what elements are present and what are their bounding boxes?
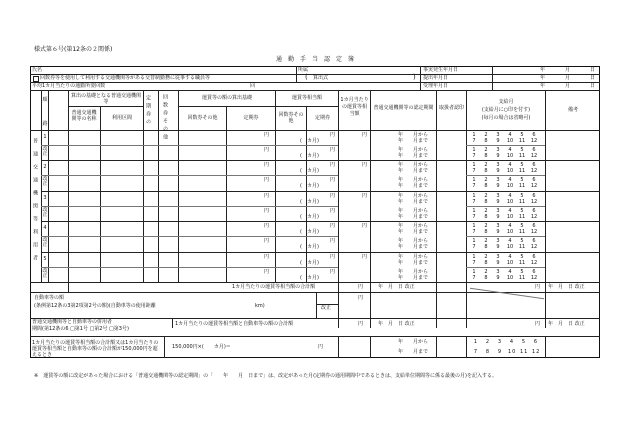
row-monthly-yen: 円	[362, 192, 368, 199]
month-cell[interactable]: 12	[530, 168, 538, 175]
month-cell[interactable]: 1	[472, 132, 476, 138]
row-yen-fixed: 円	[330, 192, 336, 199]
month-cell[interactable]: 6	[532, 253, 536, 260]
month-cell[interactable]: 10	[506, 274, 514, 281]
month-cell[interactable]: 1	[473, 339, 479, 345]
col-order: 順	[42, 97, 48, 103]
month-cell[interactable]: 9	[496, 259, 500, 266]
month-cell[interactable]: 2	[485, 339, 491, 345]
excess-from: 年 月から	[398, 339, 429, 345]
monthly-total-yen2: 円	[535, 284, 541, 290]
month-cell[interactable]: 5	[520, 132, 524, 138]
row-month-yen-b: ( カ月)	[300, 244, 319, 251]
shift-checkbox[interactable]	[33, 76, 39, 82]
monthly-total-yen: 円	[358, 284, 364, 290]
row-to-b: 年 月まで	[398, 183, 429, 190]
row-number: 5	[43, 255, 47, 262]
combined-date: 年 月 日 改正	[378, 321, 415, 327]
month-cell[interactable]: 7	[472, 213, 476, 220]
month-cell[interactable]: 7	[473, 349, 479, 355]
name-label: 氏名	[32, 67, 43, 73]
row-to-b: 年 月まで	[398, 153, 429, 159]
month-cell[interactable]: 12	[532, 349, 541, 355]
footnote: ※ 運賃等の額に改定があった場合における「普通交通機関等の認定期間」の「 年 月 日まで」は、改定があった月(定期券の通用期間中であるときは、支給単位期間等に係る最後の月)を記入する。	[34, 373, 498, 379]
month-cell[interactable]: 8	[484, 168, 488, 175]
month-cell[interactable]: 11	[518, 244, 526, 251]
month-cell[interactable]: 7	[472, 183, 476, 190]
month-cell[interactable]: 11	[518, 213, 526, 220]
month-cell[interactable]: 8	[484, 183, 488, 190]
month-cell[interactable]: 12	[530, 198, 538, 205]
col-monthly-equiv: 1カ月当たりの運賃等相当額	[340, 97, 369, 117]
month-cell[interactable]: 9	[496, 213, 500, 220]
month-cell[interactable]: 9	[497, 349, 503, 355]
month-cell[interactable]: 10	[506, 198, 514, 205]
row-yen-b: 円	[264, 268, 270, 275]
shift-worker-label: 回数券等を使用して利用する交通機関等がある交替制勤務に従事する職員等	[40, 75, 211, 81]
combined-yen: 円	[358, 321, 364, 327]
month-cell[interactable]: 8	[484, 259, 488, 266]
month-cell[interactable]: 11	[518, 229, 526, 236]
combined-detail: 期間(第12条の6 □第1号 □第2号 □第3号)	[32, 326, 129, 332]
ymd-d: 日	[590, 67, 596, 73]
col-recognition-period: 普通交通機関等の認定期間	[373, 105, 434, 111]
month-cell[interactable]: 12	[530, 153, 538, 159]
month-cell[interactable]: 12	[530, 244, 538, 251]
form-id: 様式第６号(第12条の２関係)	[34, 46, 113, 53]
month-cell[interactable]: 12	[530, 213, 538, 220]
month-cell[interactable]: 6	[532, 192, 536, 199]
month-cell[interactable]: 5	[520, 207, 524, 214]
month-cell[interactable]: 8	[484, 274, 488, 281]
month-cell[interactable]: 9	[496, 138, 500, 144]
month-cell[interactable]: 2	[484, 132, 488, 138]
ymd-d3: 日	[590, 83, 596, 89]
col-fare-equiv-ticket: 回数券その他	[278, 112, 304, 124]
month-cell[interactable]: 6	[532, 132, 536, 138]
car-yen: 円	[358, 295, 364, 301]
month-cell[interactable]: 4	[508, 268, 512, 275]
month-cell[interactable]: 7	[472, 259, 476, 266]
bracket-right: )	[413, 73, 416, 81]
month-cell[interactable]: 6	[532, 177, 536, 184]
month-cell[interactable]: 5	[520, 268, 524, 275]
excess-label: 1カ月当たりの運賃等相当額の合計額又は1カ月当たりの運賃等相当額と自動車等の額の合計額が150,000円を超えるとき	[32, 340, 159, 358]
date-submit-label: 提出年月日	[423, 75, 449, 81]
month-cell[interactable]: 10	[506, 229, 514, 236]
col-transit-name: 普通交通機関等の名称	[71, 110, 97, 122]
month-cell[interactable]: 4	[508, 253, 512, 260]
row-monthly-yen: 円	[362, 223, 368, 230]
row-from: 年 月から	[398, 192, 429, 199]
month-cell[interactable]: 2	[484, 253, 488, 260]
month-cell[interactable]: 11	[518, 259, 526, 266]
row-to-b: 年 月まで	[398, 244, 429, 251]
month-cell[interactable]: 2	[484, 268, 488, 275]
month-cell[interactable]: 3	[496, 268, 500, 275]
month-cell[interactable]: 4	[508, 162, 512, 169]
month-cell[interactable]: 10	[506, 259, 514, 266]
col-remarks: 備考	[567, 107, 578, 113]
page-title: 通 勤 手 当 認 定 簿	[275, 56, 354, 63]
month-cell[interactable]: 10	[506, 213, 514, 220]
month-cell[interactable]: 11	[518, 274, 526, 281]
row-from: 年 月から	[398, 162, 429, 169]
month-cell[interactable]: 8	[484, 198, 488, 205]
month-cell[interactable]: 1	[472, 268, 476, 275]
month-cell[interactable]: 3	[496, 177, 500, 184]
row-month-yen-b: ( カ月)	[300, 183, 319, 190]
month-cell[interactable]: 9	[496, 168, 500, 175]
avg-days-unit: 回	[250, 83, 256, 89]
row-from: 年 月から	[398, 132, 429, 138]
combined-date2: 年 月 日 改正	[548, 321, 585, 327]
row-month-yen: ( カ月)	[300, 198, 319, 205]
month-cell[interactable]: 11	[518, 153, 526, 159]
month-cell[interactable]: 4	[508, 132, 512, 138]
row-from-b: 年 月から	[398, 238, 429, 245]
month-cell[interactable]: 10	[508, 349, 517, 355]
ymd-y3: 年	[540, 83, 546, 89]
month-cell[interactable]: 9	[496, 183, 500, 190]
row-to: 年 月まで	[398, 259, 429, 266]
month-cell[interactable]: 11	[518, 183, 526, 190]
row-yen: 円	[264, 253, 270, 260]
row-to-b: 年 月まで	[398, 213, 429, 220]
month-cell[interactable]: 3	[496, 192, 500, 199]
col-payment-note2: (毎月の場合は省略可)	[481, 115, 531, 121]
month-cell[interactable]: 7	[472, 138, 476, 144]
month-cell[interactable]: 3	[496, 223, 500, 230]
row-yen-fixed: 円	[330, 223, 336, 230]
month-cell[interactable]: 8	[485, 349, 491, 355]
month-cell[interactable]: 5	[520, 223, 524, 230]
row-monthly-yen: 円	[362, 253, 368, 260]
row-from: 年 月から	[398, 253, 429, 260]
combined-label: 普通交通機関等と自動車等の併用者	[32, 319, 113, 325]
col-transit-basis: 算出の基礎となる普通交通機関等	[70, 93, 141, 105]
row-month-yen: ( カ月)	[300, 138, 319, 144]
month-cell[interactable]: 3	[496, 253, 500, 260]
row-yen-b: 円	[264, 238, 270, 245]
month-cell[interactable]: 8	[484, 244, 488, 251]
month-cell[interactable]: 4	[508, 207, 512, 214]
month-cell[interactable]: 8	[484, 213, 488, 220]
col-fare-equiv: 運賃等相当額	[291, 95, 322, 101]
month-cell[interactable]: 8	[484, 138, 488, 144]
month-cell[interactable]: 3	[497, 339, 503, 345]
row-from-b: 年 月から	[398, 177, 429, 184]
row-yen: 円	[264, 132, 270, 138]
month-cell[interactable]: 5	[520, 238, 524, 245]
month-cell[interactable]: 2	[484, 238, 488, 245]
month-cell[interactable]: 5	[520, 177, 524, 184]
month-cell[interactable]: 1	[472, 238, 476, 245]
row-to: 年 月まで	[398, 229, 429, 236]
month-cell[interactable]: 6	[532, 238, 536, 245]
row-yen-b: 円	[264, 147, 270, 153]
car-detail: (条例第12条の3第2項第2号の額)(自動車等の使用距離	[34, 303, 156, 309]
month-cell[interactable]: 6	[532, 147, 536, 153]
month-cell[interactable]: 12	[530, 229, 538, 236]
month-cell[interactable]: 2	[484, 192, 488, 199]
ymd-m: 月	[565, 67, 571, 73]
row-from: 年 月から	[398, 223, 429, 230]
bracket-left: (	[305, 73, 308, 81]
month-cell[interactable]: 8	[484, 229, 488, 236]
month-cell[interactable]: 6	[532, 162, 536, 169]
row-yen-fixed-b: 円	[330, 268, 336, 275]
row-yen-b: 円	[264, 207, 270, 214]
month-cell[interactable]: 9	[496, 229, 500, 236]
month-cell[interactable]: 2	[484, 223, 488, 230]
row-yen-fixed-b: 円	[330, 238, 336, 245]
row-month-yen-b: ( カ月)	[300, 274, 319, 281]
monthly-total-date2: 年 月 日 改正	[548, 284, 585, 290]
month-cell[interactable]: 4	[508, 177, 512, 184]
excess-formula: 150,000円×( カ月)＝	[172, 344, 231, 350]
row-yen-fixed-b: 円	[330, 147, 336, 153]
col-fare-calc: 運賃等の額の算出基礎	[201, 95, 252, 101]
month-cell[interactable]: 6	[532, 268, 536, 275]
month-cell[interactable]: 9	[496, 244, 500, 251]
month-cell[interactable]: 3	[496, 207, 500, 214]
row-month-yen-b: ( カ月)	[300, 213, 319, 220]
monthly-total-label: 1カ月当たりの運賃等相当額の合計額	[232, 284, 316, 290]
month-cell[interactable]: 10	[506, 138, 514, 144]
month-cell[interactable]: 1	[472, 223, 476, 230]
row-to: 年 月まで	[398, 198, 429, 205]
row-yen: 円	[264, 223, 270, 230]
month-cell[interactable]: 10	[506, 168, 514, 175]
month-cell[interactable]: 7	[472, 153, 476, 159]
row-change-label: 改正	[42, 267, 48, 279]
car-change: 改正	[320, 305, 331, 311]
date-occurrence-label: 事実発生年月日	[423, 67, 459, 73]
row-yen: 円	[264, 192, 270, 199]
month-cell[interactable]: 1	[472, 162, 476, 169]
month-cell[interactable]: 5	[521, 339, 527, 345]
month-cell[interactable]: 2	[484, 177, 488, 184]
affiliation-label: 所属	[298, 67, 309, 73]
month-cell[interactable]: 10	[506, 153, 514, 159]
month-cell[interactable]: 3	[496, 147, 500, 153]
row-month-yen: ( カ月)	[300, 229, 319, 236]
row-from-b: 年 月から	[398, 207, 429, 214]
row-to: 年 月まで	[398, 138, 429, 144]
row-yen: 円	[264, 162, 270, 169]
ymd-m3: 月	[565, 83, 571, 89]
month-cell[interactable]: 7	[472, 244, 476, 251]
row-change-label: 改正	[42, 206, 48, 218]
row-month-yen: ( カ月)	[300, 168, 319, 175]
row-month-yen-b: ( カ月)	[300, 153, 319, 159]
month-cell[interactable]: 7	[472, 198, 476, 205]
month-cell[interactable]: 12	[530, 183, 538, 190]
car-km: km)	[255, 303, 265, 309]
month-cell[interactable]: 5	[520, 253, 524, 260]
row-yen-b: 円	[264, 177, 270, 184]
month-cell[interactable]: 9	[496, 153, 500, 159]
col-fare-equiv-fixed: 定期券	[314, 115, 330, 121]
avg-days-label: 平均1カ月当たりの通勤所要回数	[32, 83, 106, 89]
month-cell[interactable]: 1	[472, 147, 476, 153]
combined-yen2: 円	[535, 321, 541, 327]
month-cell[interactable]: 1	[472, 177, 476, 184]
month-cell[interactable]: 11	[518, 198, 526, 205]
month-cell[interactable]: 9	[496, 198, 500, 205]
col-confirmer: 取扱者認印	[438, 105, 464, 111]
month-cell[interactable]: 3	[496, 238, 500, 245]
row-yen-fixed-b: 円	[330, 177, 336, 184]
month-cell[interactable]: 1	[472, 253, 476, 260]
ymd-y: 年	[540, 67, 546, 73]
month-cell[interactable]: 11	[518, 138, 526, 144]
col-payment-month: 支給月	[498, 99, 514, 105]
month-cell[interactable]: 5	[520, 147, 524, 153]
row-number: 1	[43, 134, 47, 140]
excess-to: 年 月まで	[398, 349, 429, 355]
ymd-d2: 日	[590, 75, 596, 81]
ymd-m2: 月	[565, 75, 571, 81]
month-cell[interactable]: 4	[509, 339, 515, 345]
row-number: 3	[43, 194, 47, 201]
month-cell[interactable]: 6	[532, 207, 536, 214]
row-change-label: 改正	[42, 176, 48, 188]
month-cell[interactable]: 5	[520, 162, 524, 169]
row-yen-fixed: 円	[330, 253, 336, 260]
month-cell[interactable]: 7	[472, 168, 476, 175]
month-cell[interactable]: 3	[496, 162, 500, 169]
row-number: 4	[43, 225, 47, 232]
ymd-y2: 年	[540, 75, 546, 81]
month-cell[interactable]: 11	[520, 349, 529, 355]
month-cell[interactable]: 12	[530, 274, 538, 281]
row-to: 年 月まで	[398, 168, 429, 175]
col-section: 利用区間	[111, 115, 132, 121]
row-monthly-yen: 円	[362, 162, 368, 169]
month-cell[interactable]: 10	[506, 183, 514, 190]
col-route: 路	[42, 121, 48, 127]
row-change-label: 改正	[42, 237, 48, 249]
month-cell[interactable]: 2	[484, 162, 488, 169]
col-ticket-count: 回数券その他	[162, 94, 168, 142]
col-fare-calc-fixed: 定期券	[243, 115, 259, 121]
month-cell[interactable]: 4	[508, 147, 512, 153]
row-month-yen: ( カ月)	[300, 259, 319, 266]
col-fixed-period: 定期券の	[145, 95, 151, 127]
month-cell[interactable]: 1	[472, 207, 476, 214]
row-number: 2	[43, 164, 47, 171]
date-receive-label: 受理年月日	[423, 83, 449, 89]
month-cell[interactable]: 4	[508, 192, 512, 199]
month-cell[interactable]: 7	[472, 229, 476, 236]
month-cell[interactable]: 1	[472, 192, 476, 199]
monthly-total-date: 年 月 日 改正	[378, 284, 415, 290]
month-cell[interactable]: 3	[496, 132, 500, 138]
row-yen-fixed: 円	[330, 132, 336, 138]
month-cell[interactable]: 12	[530, 259, 538, 266]
month-cell[interactable]: 9	[496, 274, 500, 281]
row-from-b: 年 月から	[398, 147, 429, 153]
row-yen-fixed-b: 円	[330, 207, 336, 214]
month-cell[interactable]: 12	[530, 138, 538, 144]
combined-total-label: 1カ月当たりの運賃等相当額と自動車等の額の合計額	[175, 321, 294, 327]
month-cell[interactable]: 6	[532, 223, 536, 230]
month-cell[interactable]: 6	[533, 339, 539, 345]
month-cell[interactable]: 4	[508, 223, 512, 230]
month-cell[interactable]: 7	[472, 274, 476, 281]
month-cell[interactable]: 2	[484, 207, 488, 214]
row-to-b: 年 月まで	[398, 274, 429, 281]
month-cell[interactable]: 2	[484, 147, 488, 153]
row-from-b: 年 月から	[398, 268, 429, 275]
side-label: 普通交通機関等利用者	[32, 138, 38, 268]
col-fare-calc-ticket: 回数券その他	[187, 115, 218, 121]
month-cell[interactable]: 8	[484, 153, 488, 159]
car-label: 自動車等の額	[34, 295, 65, 301]
formula-label: 算出式	[313, 75, 329, 81]
month-cell[interactable]: 4	[508, 238, 512, 245]
month-cell[interactable]: 10	[506, 244, 514, 251]
month-cell[interactable]: 5	[520, 192, 524, 199]
row-change-label: 改正	[42, 146, 48, 157]
col-payment-note: (支給月に○印を付す)	[481, 107, 531, 113]
month-cell[interactable]: 11	[518, 168, 526, 175]
excess-yen: 円	[318, 344, 324, 350]
row-monthly-yen: 円	[362, 132, 368, 138]
row-yen-fixed: 円	[330, 162, 336, 169]
